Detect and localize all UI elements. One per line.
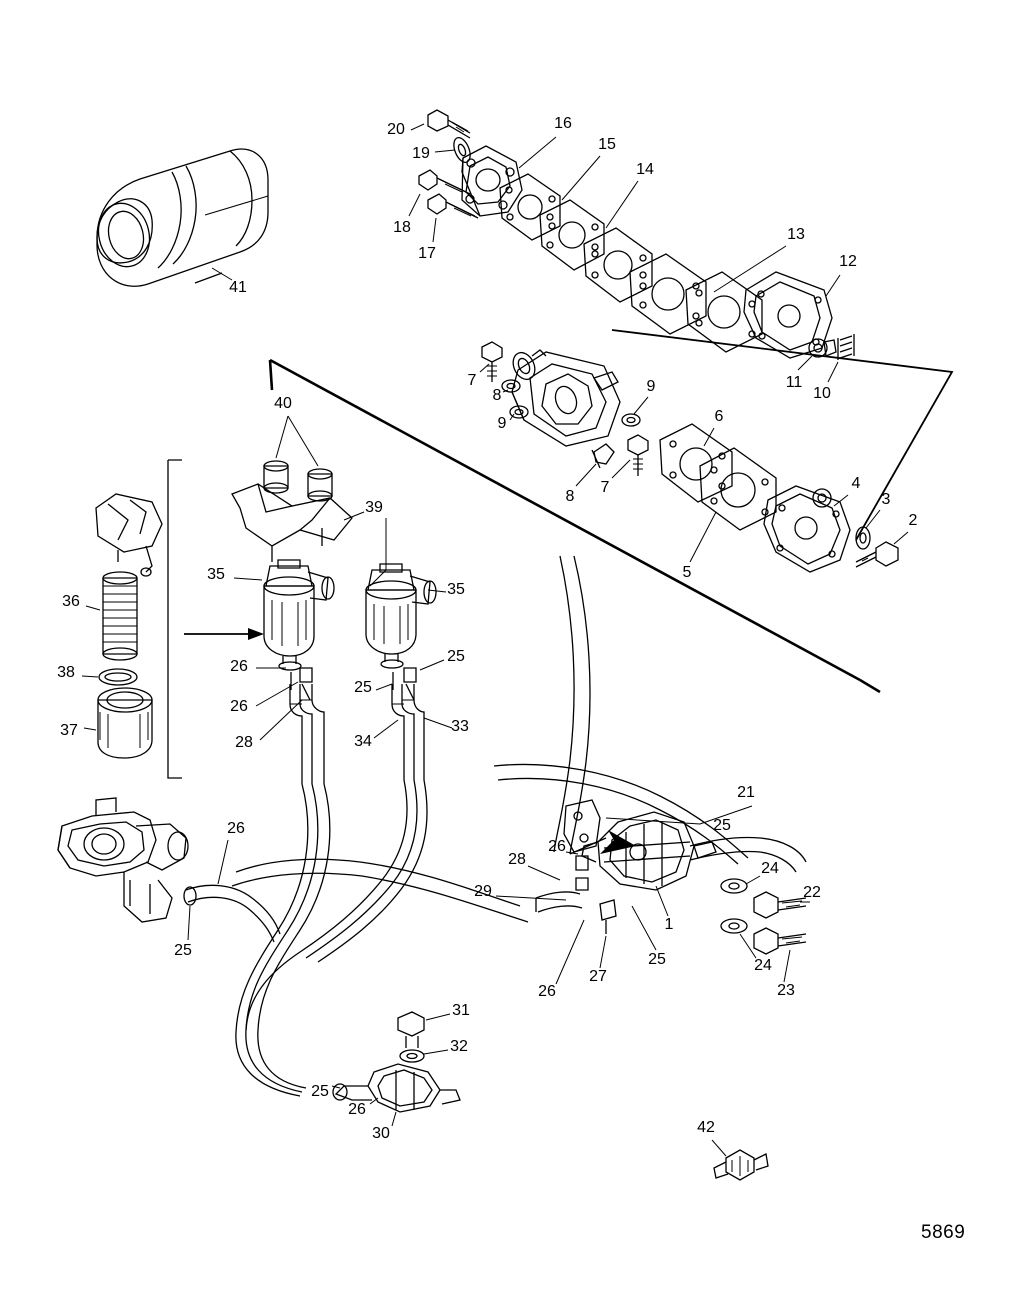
callout-3: 3	[881, 491, 891, 508]
part-2-bolt	[856, 542, 898, 567]
callout-42: 42	[697, 1119, 715, 1136]
leader-19	[435, 150, 455, 152]
leader-33	[424, 718, 452, 728]
callout-1: 1	[664, 916, 674, 933]
hose-bundle-left	[290, 684, 324, 784]
callout-23: 23	[777, 982, 795, 999]
part-15-gasket	[500, 174, 560, 240]
part-21-bracket	[564, 800, 600, 852]
part-8a-washer	[502, 380, 520, 392]
callout-19: 19	[412, 145, 430, 162]
callout-20: 20	[387, 121, 405, 138]
leader-25f	[332, 1086, 340, 1088]
leader-35b	[428, 590, 446, 592]
callout-6: 6	[714, 408, 724, 425]
part-37-filter-bowl	[98, 688, 152, 758]
leader-26e	[218, 840, 228, 884]
callout-38: 38	[57, 664, 75, 681]
hose-bundle-right	[392, 684, 424, 780]
part-7b-bolt	[628, 435, 648, 476]
callout-8b: 8	[565, 488, 575, 505]
leader-25d	[632, 906, 656, 950]
leader-14	[606, 181, 638, 228]
callout-8a: 8	[492, 387, 502, 404]
callout-25e: 25	[174, 942, 192, 959]
leader-8b	[576, 464, 596, 486]
part-32-washer	[400, 1050, 424, 1062]
callout-14: 14	[636, 161, 654, 178]
part-39-bracket	[232, 484, 352, 562]
callout-26c: 26	[548, 838, 566, 855]
leader-28b	[528, 866, 560, 880]
callout-35a: 35	[207, 566, 225, 583]
leader-20	[411, 124, 424, 130]
callout-31: 31	[452, 1002, 470, 1019]
leader-10	[828, 362, 838, 382]
part-24a-washer	[721, 879, 747, 893]
callout-9a: 9	[497, 415, 507, 432]
callout-5: 5	[682, 564, 692, 581]
part-10-spring	[838, 334, 854, 360]
leader-30	[392, 1112, 396, 1126]
clamp-group-right	[393, 668, 416, 700]
callout-26e: 26	[227, 820, 245, 837]
part-17-screw	[428, 194, 478, 218]
callout-25a: 25	[447, 648, 465, 665]
part-42-fitting	[714, 1150, 768, 1180]
leader-12	[826, 275, 840, 296]
callout-34: 34	[354, 733, 372, 750]
leader-15	[562, 156, 600, 200]
leader-25e	[188, 906, 190, 940]
callout-33: 33	[451, 718, 469, 735]
callout-12: 12	[839, 253, 857, 270]
leader-27	[600, 936, 606, 968]
callout-35b: 35	[447, 581, 465, 598]
callout-28a: 28	[235, 734, 253, 751]
leader-35a	[234, 578, 262, 580]
part-35a-filter	[264, 560, 334, 670]
diagonal-divider-1	[270, 360, 860, 680]
pump-body-center	[509, 349, 620, 446]
assembled-filter-icon	[96, 494, 162, 576]
callout-29: 29	[474, 883, 492, 900]
leader-26d	[556, 920, 584, 984]
leader-16	[519, 137, 556, 168]
callout-16: 16	[554, 115, 572, 132]
part-23-bolt	[754, 928, 806, 954]
leader-36	[86, 606, 100, 610]
part-4-cover	[764, 486, 850, 572]
panel-outline-upper	[612, 330, 952, 540]
part-31-screw	[398, 1012, 424, 1048]
callout-25f: 25	[311, 1083, 329, 1100]
diagonal-divider-tick	[270, 360, 272, 390]
callout-40: 40	[274, 395, 292, 412]
leader-34	[374, 720, 398, 738]
part-14b-plate	[584, 228, 652, 302]
callout-18: 18	[393, 219, 411, 236]
callout-26a: 26	[230, 658, 248, 675]
callout-4: 4	[851, 475, 861, 492]
leader-28a	[260, 700, 302, 740]
bracket-assembly	[168, 460, 182, 778]
callout-7a: 7	[467, 372, 477, 389]
part-41-cover	[92, 149, 268, 286]
part-24b-washer	[721, 919, 747, 933]
leader-40	[276, 416, 318, 466]
callout-13: 13	[787, 226, 805, 243]
part-14-diaphragm	[540, 200, 604, 270]
part-38-oring	[99, 669, 137, 685]
leader-38	[82, 676, 98, 677]
leader-7b	[612, 460, 630, 478]
leader-23	[784, 950, 790, 982]
leader-2	[894, 532, 908, 544]
leader-26b	[256, 682, 298, 706]
callout-37: 37	[60, 722, 78, 739]
carburetor-assembly	[58, 798, 188, 922]
callout-36: 36	[62, 593, 80, 610]
callout-41: 41	[229, 279, 247, 296]
diagonal-divider-2	[860, 680, 880, 692]
leader-11	[798, 356, 812, 370]
callout-10: 10	[813, 385, 831, 402]
callout-17: 17	[418, 245, 436, 262]
callout-28b: 28	[508, 851, 526, 868]
callout-11: 11	[785, 374, 803, 391]
callout-25c: 25	[713, 817, 731, 834]
leader-25a	[420, 660, 444, 670]
callout-25b: 25	[354, 679, 372, 696]
leader-24a	[746, 876, 760, 884]
clamp-26c	[576, 856, 588, 890]
leader-1	[656, 886, 668, 916]
callout-24a: 24	[761, 860, 779, 877]
part-13-gasket	[630, 254, 706, 334]
callout-15: 15	[598, 136, 616, 153]
leader-18	[409, 194, 420, 216]
part-27-nipple	[600, 900, 616, 934]
leader-5	[690, 512, 716, 562]
callout-39: 39	[365, 499, 383, 516]
assembly-arrow	[184, 628, 264, 640]
callout-26f: 26	[348, 1101, 366, 1118]
callout-9b: 9	[646, 378, 656, 395]
hose-29	[536, 892, 582, 912]
callout-2: 2	[908, 512, 918, 529]
leader-25b	[376, 684, 392, 690]
callout-24b: 24	[754, 957, 772, 974]
callout-25d: 25	[648, 951, 666, 968]
leader-32	[424, 1050, 448, 1054]
callout-32: 32	[450, 1038, 468, 1055]
part-22-bolt	[754, 892, 806, 918]
part-36-filter-element	[103, 572, 137, 660]
callout-21: 21	[737, 784, 755, 801]
callout-7b: 7	[600, 479, 610, 496]
leader-29	[496, 896, 566, 900]
callout-26d: 26	[538, 983, 556, 1000]
callout-26b: 26	[230, 698, 248, 715]
part-9b-washer	[622, 414, 640, 426]
leader-31	[426, 1014, 450, 1020]
callout-22: 22	[803, 884, 821, 901]
leader-17	[433, 218, 436, 242]
figure-number: 5869	[921, 1222, 966, 1243]
part-20-bolt	[428, 110, 470, 138]
leader-42	[712, 1140, 726, 1156]
part-7a-bolt	[482, 342, 502, 382]
leader-37	[84, 728, 96, 730]
callout-27: 27	[589, 968, 607, 985]
callout-30: 30	[372, 1125, 390, 1142]
carb-hose	[184, 885, 280, 942]
leader-9b	[634, 397, 648, 414]
leader-6	[704, 428, 714, 446]
leader-39b	[370, 518, 386, 586]
part-12-cover	[744, 272, 832, 358]
